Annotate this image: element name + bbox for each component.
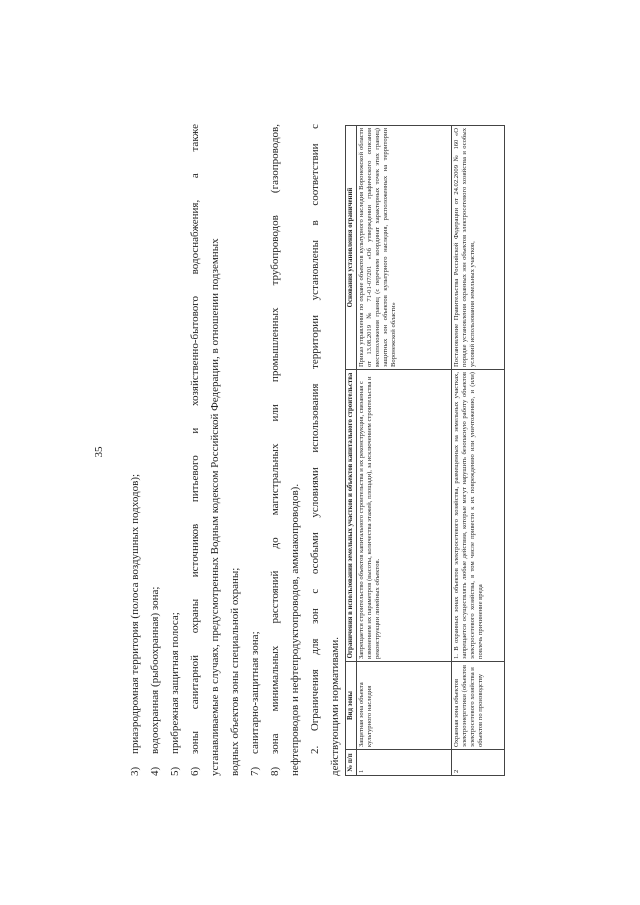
- list-item-text: зона минимальных расстояний до магистральных или промышленных трубопроводов (газопроводов,: [269, 124, 281, 754]
- table-row: [452, 126, 505, 776]
- section-intro-continuation: действующими нормативами.: [329, 637, 341, 776]
- list-item: [165, 124, 185, 776]
- list-item-continuation: водных объектов зоны специальной охраны;: [229, 567, 241, 776]
- table-row: [357, 126, 452, 776]
- list-item: [265, 124, 285, 776]
- column-header-basis: Основания установления ограничений: [346, 126, 357, 370]
- column-header-restrictions: Ограничения в использовании земельных участков и объектов капитального строительства: [346, 370, 357, 662]
- column-header-zone: Вид зоны: [346, 662, 357, 750]
- list-item: [145, 124, 165, 776]
- restrictions-table: [345, 125, 505, 776]
- list-item-text: зоны санитарной охраны источников питьевого и хозяйственно-бытового водоснабжения, а также: [189, 124, 201, 754]
- list-item-text: приаэродромная территория (полоса воздушных подходов);: [129, 473, 141, 754]
- cell-basis: Постановление Правительства Российской Федерации от 24.02.2009 № 160 «О порядке установления охранных зон объектов электросетевого хозяйства и особых условий использования земельных участков,: [452, 126, 505, 370]
- list-item-continuation: нефтепроводов и нефтепродуктопроводов, аммиакопроводов).: [289, 483, 301, 776]
- list-item-text: санитарно-защитная зона;: [249, 631, 261, 754]
- list-item: [125, 124, 145, 776]
- page-number: 35: [93, 446, 105, 458]
- cell-basis: Приказ управления по охране объектов культурного наследия Воронежской области от 13.08.2019 № 71-01-07/201 «Об утверждении графического описания местоположения границ (с перечнем координат характерных точек этих границ) защитных зон объектов культурного наследия, расположенных на территории Воронежской области»: [357, 126, 452, 370]
- cell-zone: Защитная зона объекта культурного наследия: [357, 662, 452, 750]
- cell-restriction: 1. В охранных зонах объектов электросетевого хозяйства, размещенных на земельных участках, запрещается осуществлять любые действия, которые могут нарушить безопасную работу объектов электросетевого хозяйства, в том числе привести к их повреждению или уничтожению, и (или) повлечь причинение вреда: [452, 370, 505, 662]
- list-item-text: прибрежная защитная полоса;: [169, 612, 181, 754]
- rotated-document-page: [85, 102, 555, 802]
- list-item-number: 7): [249, 766, 261, 776]
- zone-list: [125, 124, 345, 776]
- section-intro: 2. Ограничения для зон с особыми условиями использования территории установлены в соответствии с: [309, 124, 321, 754]
- column-header-number: № п/п: [346, 750, 357, 776]
- table-header-row: [346, 126, 357, 776]
- list-item-number: 5): [169, 766, 181, 776]
- cell-number: 2: [452, 750, 505, 776]
- list-item-text: водоохранная (рыбоохранная) зона;: [149, 586, 161, 754]
- list-item-continuation: устанавливаемые в случаях, предусмотренных Водным кодексом Российской Федерации, в отношении подземных: [209, 238, 221, 776]
- cell-zone: Охранная зона объектов электроэнергетики (объектов электросетевого хозяйства и объектов по производству: [452, 662, 505, 750]
- list-item-number: 3): [129, 766, 141, 776]
- list-item: [185, 124, 205, 776]
- list-item-number: 6): [189, 766, 201, 776]
- list-item-number: 4): [149, 766, 161, 776]
- cell-restriction: Запрещается строительство объектов капитального строительства и их реконструкция, связанная с изменением их параметров (высоты, количества этажей, площади), за исключением строительства и реконструкции линейных объектов.: [357, 370, 452, 662]
- list-item-number: 8): [269, 766, 281, 776]
- list-item: [245, 124, 265, 776]
- cell-number: 1: [357, 750, 452, 776]
